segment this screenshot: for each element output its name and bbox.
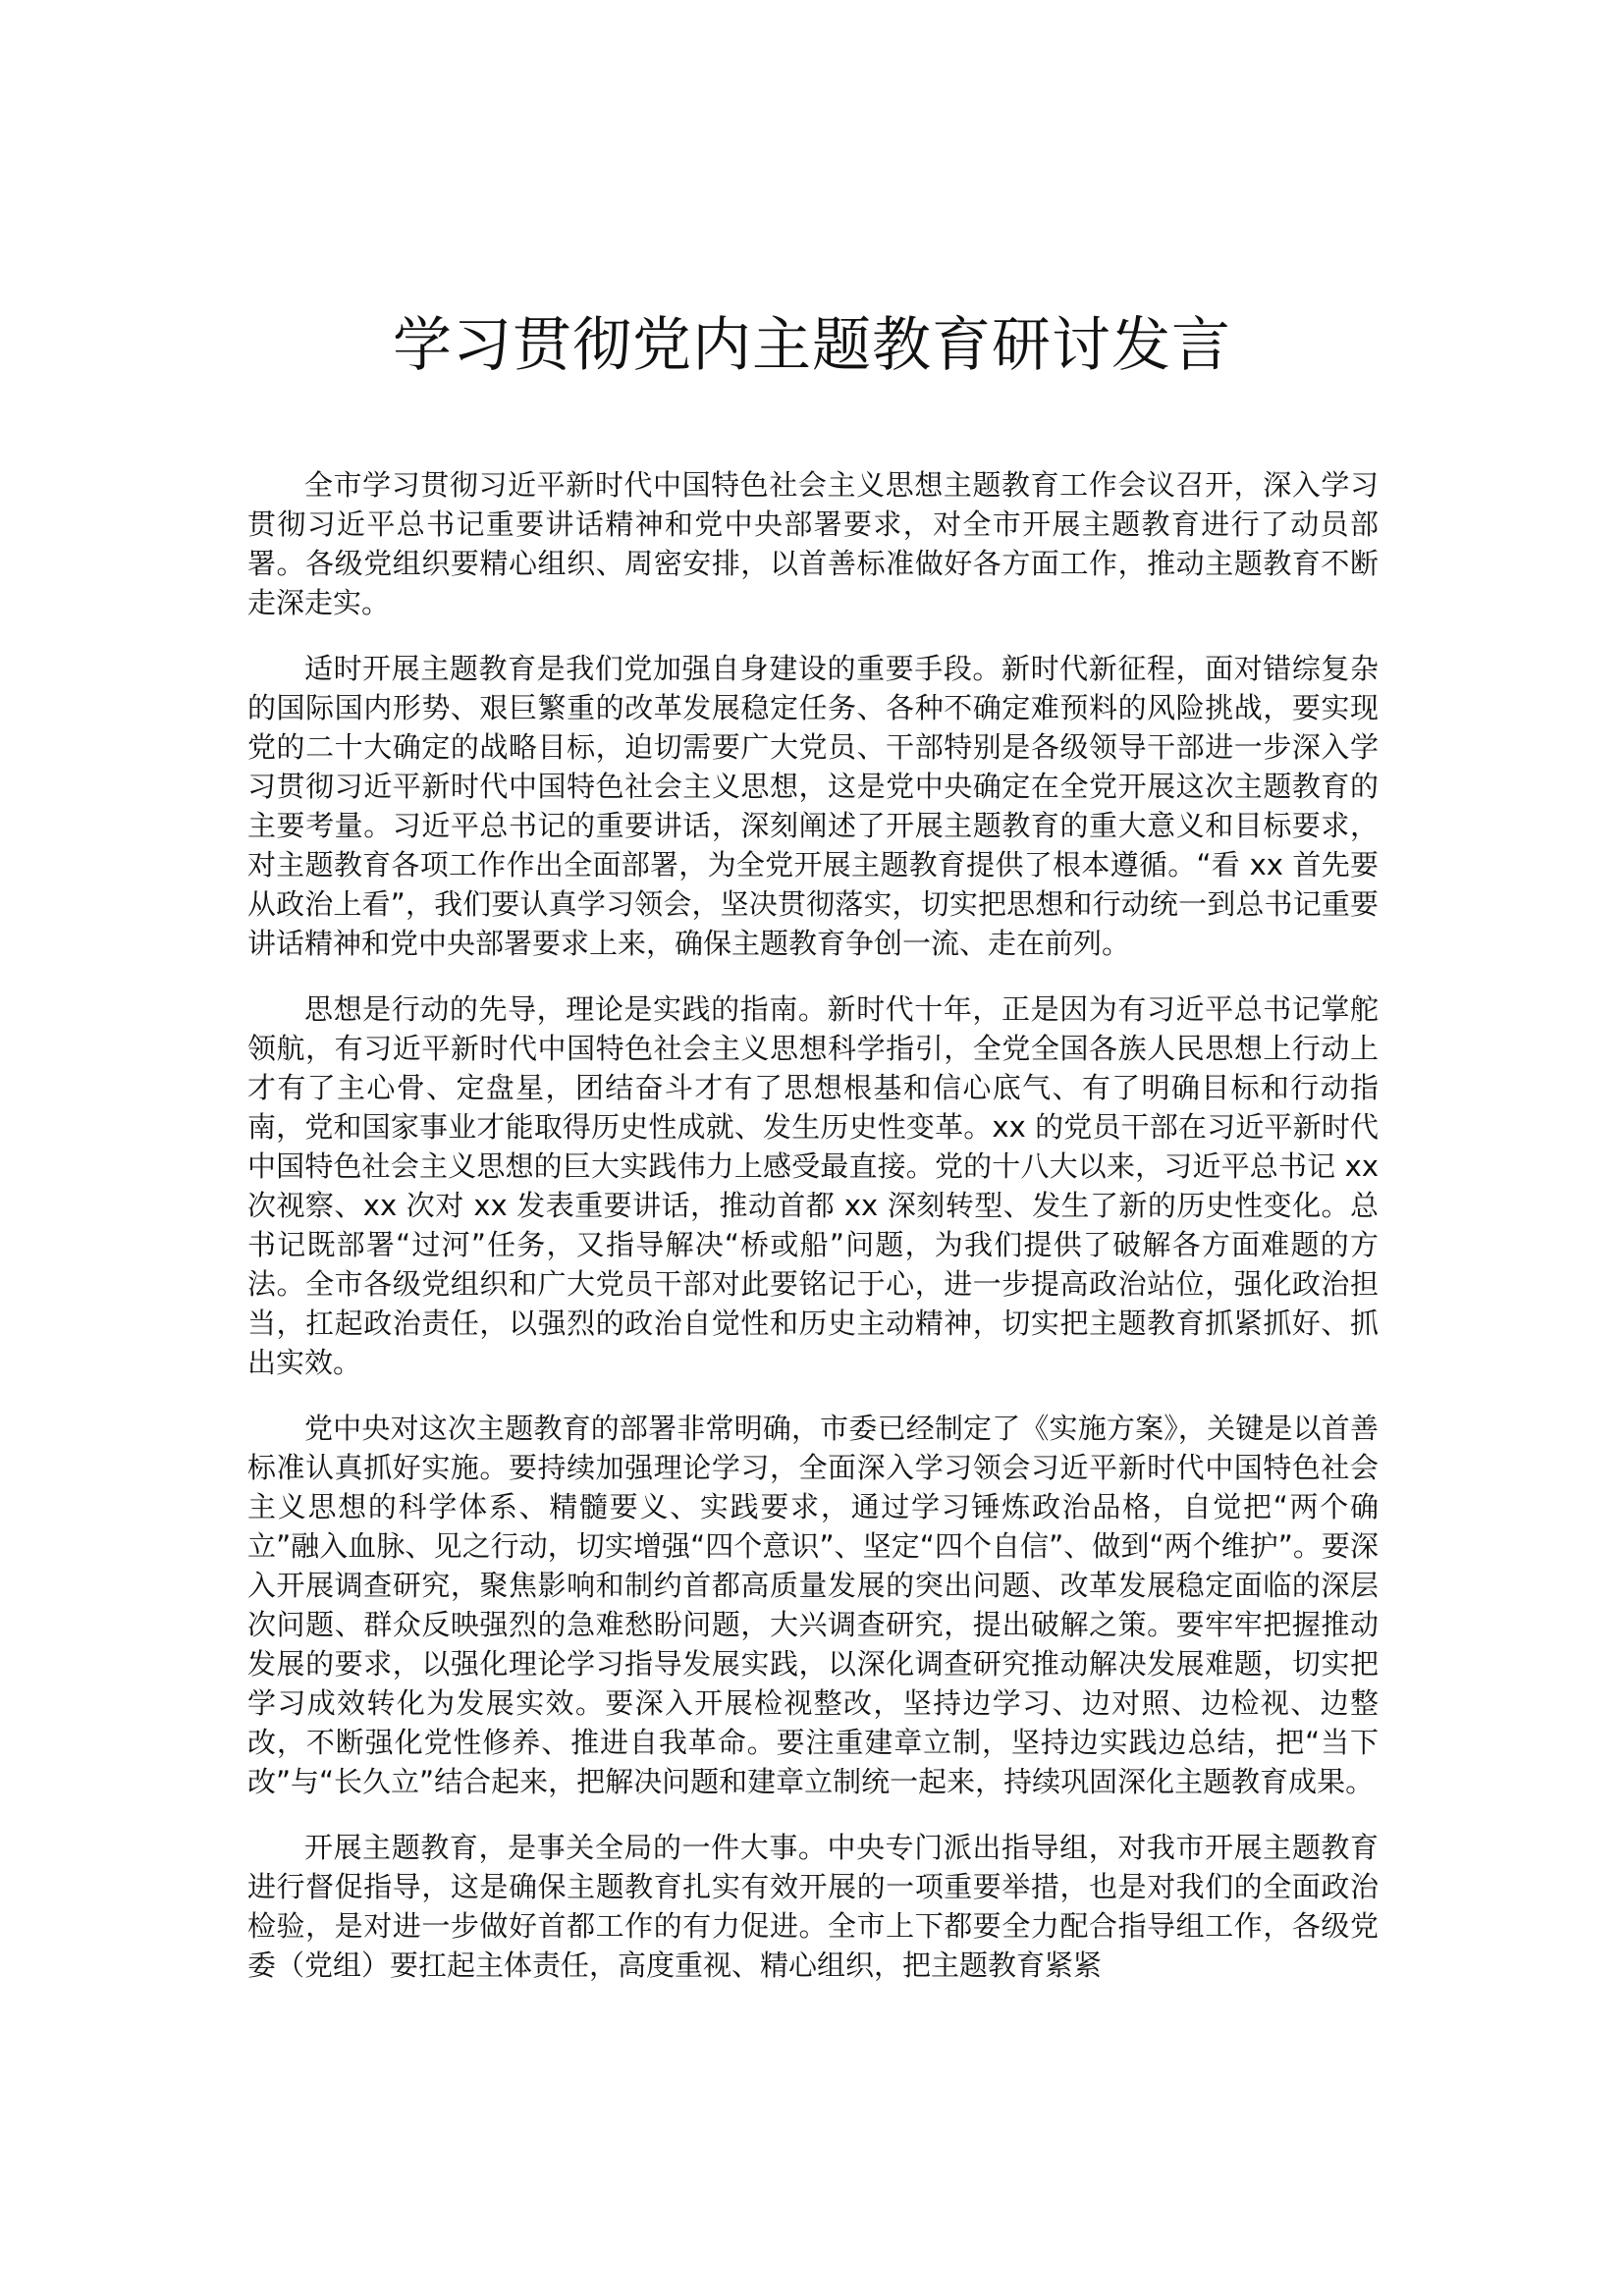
paragraph-2: 适时开展主题教育是我们党加强自身建设的重要手段。新时代新征程，面对错综复杂的国际国内形势、艰巨繁重的改革发展稳定任务、各种不确定难预料的风险挑战，要实现党的二十大确定的战略目标，迫切需要广大党员、干部特别是各级领导干部进一步深入学习贯彻习近平新时代中国特色社会主义思想，这是党中央确定在全党开展这次主题教育的主要考量。习近平总书记的重要讲话，深刻阐述了开展主题教育的重大意义和目标要求，对主题教育各项工作作出全面部署，为全党开展主题教育提供了根本遵循。“看 xx 首先要从政治上看”，我们要认真学习领会，坚决贯彻落实，切实把思想和行动统一到总书记重要讲话精神和党中央部署要求上来，确保主题教育争创一流、走在前列。 (247, 652, 1379, 960)
document-body (247, 465, 1379, 2011)
paragraph-3: 思想是行动的先导，理论是实践的指南。新时代十年，正是因为有习近平总书记掌舵领航，有习近平新时代中国特色社会主义思想科学指引，全党全国各族人民思想上行动上才有了主心骨、定盘星，团结奋斗才有了思想根基和信心底气、有了明确目标和行动指南，党和国家事业才能取得历史性成就、发生历史性变革。xx 的党员干部在习近平新时代中国特色社会主义思想的巨大实践伟力上感受最直接。党的十八大以来，习近平总书记 xx 次视察、xx 次对 xx 发表重要讲话，推动首都 xx 深刻转型、发生了新的历史性变化。总书记既部署“过河”任务，又指导解决“桥或船”问题，为我们提供了破解各方面难题的方法。全市各级党组织和广大党员干部对此要铭记于心，进一步提高政治站位，强化政治担当，扛起政治责任，以强烈的政治自觉性和历史主动精神，切实把主题教育抓紧抓好、抓出实效。 (247, 992, 1379, 1379)
paragraph-1: 全市学习贯彻习近平新时代中国特色社会主义思想主题教育工作会议召开，深入学习贯彻习近平总书记重要讲话精神和党中央部署要求，对全市开展主题教育进行了动员部署。各级党组织要精心组织、周密安排，以首善标准做好各方面工作，推动主题教育不断走深走实。 (247, 468, 1379, 619)
paragraph-5: 开展主题教育，是事关全局的一件大事。中央专门派出指导组，对我市开展主题教育进行督促指导，这是确保主题教育扎实有效开展的一项重要举措，也是对我们的全面政治检验，是对进一步做好首都工作的有力促进。全市上下都要全力配合指导组工作，各级党委（党组）要扛起主体责任，高度重视、精心组织，把主题教育紧紧 (247, 1831, 1379, 1982)
paragraph-4: 党中央对这次主题教育的部署非常明确，市委已经制定了《实施方案》，关键是以首善标准认真抓好实施。要持续加强理论学习，全面深入学习领会习近平新时代中国特色社会主义思想的科学体系、精髓要义、实践要求，通过学习锤炼政治品格，自觉把“两个确立”融入血脉、见之行动，切实增强“四个意识”、坚定“四个自信”、做到“两个维护”。要深入开展调查研究，聚焦影响和制约首都高质量发展的突出问题、改革发展稳定面临的深层次问题、群众反映强烈的急难愁盼问题，大兴调查研究，提出破解之策。要牢牢把握推动发展的要求，以强化理论学习指导发展实践，以深化调查研究推动解决发展难题，切实把学习成效转化为发展实效。要深入开展检视整改，坚持边学习、边对照、边检视、边整改，不断强化党性修养、推进自我革命。要注重建章立制，坚持边实践边总结，把“当下改”与“长久立”结合起来，把解决问题和建章立制统一起来，持续巩固深化主题教育成果。 (247, 1412, 1379, 1798)
document-title: 学习贯彻党内主题教育研讨发言 (393, 311, 1231, 380)
